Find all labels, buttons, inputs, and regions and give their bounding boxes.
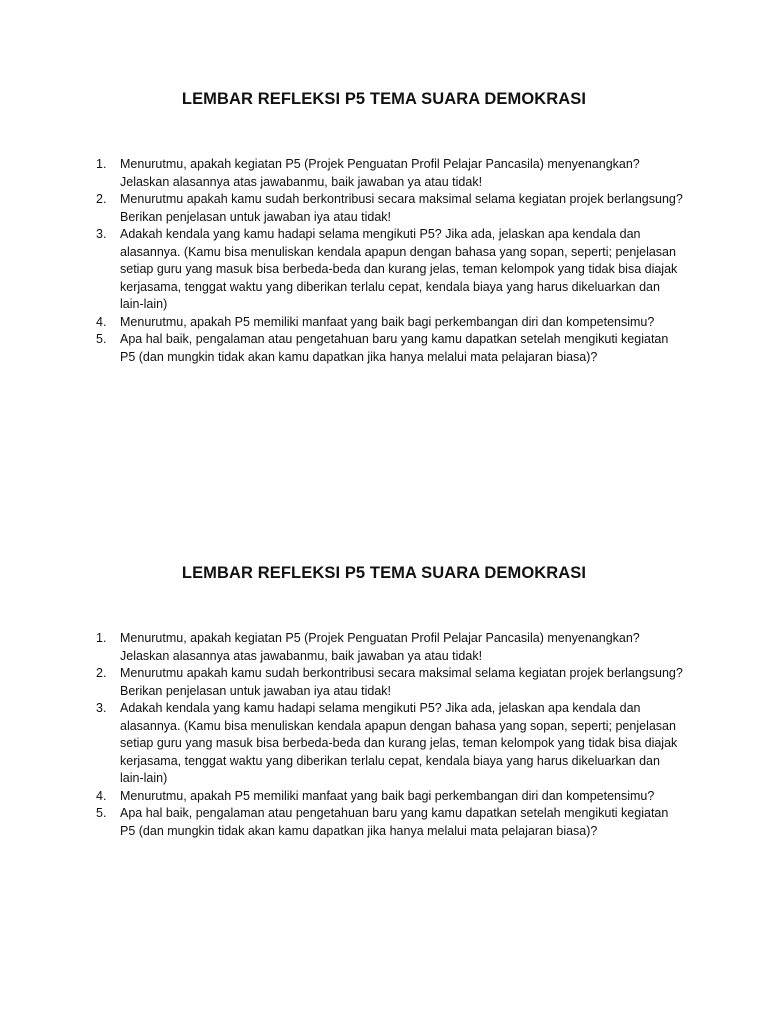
question-text: Menurutmu apakah kamu sudah berkontribusi secara maksimal selama kegiatan projek berlangsung? Berikan penjelasan untuk jawaban iya atau tidak!: [120, 666, 683, 698]
question-number: 3.: [96, 701, 107, 715]
sheet-title: LEMBAR REFLEKSI P5 TEMA SUARA DEMOKRASI: [181, 90, 587, 108]
question-item-3: [96, 226, 686, 314]
question-item-5: [96, 331, 686, 366]
question-text: Apa hal baik, pengalaman atau pengetahuan baru yang kamu dapatkan setelah mengikuti kegiatan P5 (dan mungkin tidak akan kamu dapatkan jika hanya melalui mata pelajaran biasa)?: [120, 332, 669, 364]
question-text: Apa hal baik, pengalaman atau pengetahuan baru yang kamu dapatkan setelah mengikuti kegiatan P5 (dan mungkin tidak akan kamu dapatkan jika hanya melalui mata pelajaran biasa)?: [120, 806, 669, 838]
question-number: 3.: [96, 227, 107, 241]
question-number: 1.: [96, 631, 107, 645]
reflection-sheet-1: [0, 88, 768, 364]
question-number: 2.: [96, 666, 107, 680]
question-item-4: [96, 314, 686, 332]
question-text: Menurutmu, apakah kegiatan P5 (Projek Penguatan Profil Pelajar Pancasila) menyenangkan? Jelaskan alasannya atas jawabanmu, baik jawaban ya atau tidak!: [120, 157, 640, 189]
question-text: Adakah kendala yang kamu hadapi selama mengikuti P5? Jika ada, jelaskan apa kendala dan alasannya. (Kamu bisa menuliskan kendala apapun dengan bahasa yang sopan, seperti; penjelasan setiap guru yang masuk bisa berbeda-beda dan kurang jelas, teman kelompok yang tidak bisa diajak kerjasama, tenggat waktu yang diberikan terlalu cepat, kendala biaya yang harus dikeluarkan dan lain-lain): [120, 227, 678, 311]
question-item-4: [96, 788, 686, 806]
question-text: Menurutmu apakah kamu sudah berkontribusi secara maksimal selama kegiatan projek berlangsung? Berikan penjelasan untuk jawaban iya atau tidak!: [120, 192, 683, 224]
question-number: 1.: [96, 157, 107, 171]
question-number: 5.: [96, 332, 107, 346]
question-number: 2.: [96, 192, 107, 206]
question-list: [96, 630, 686, 840]
question-text: Menurutmu, apakah kegiatan P5 (Projek Penguatan Profil Pelajar Pancasila) menyenangkan? Jelaskan alasannya atas jawabanmu, baik jawaban ya atau tidak!: [120, 631, 640, 663]
question-number: 4.: [96, 314, 107, 329]
question-list: [96, 156, 686, 366]
sheet-title: LEMBAR REFLEKSI P5 TEMA SUARA DEMOKRASI: [181, 564, 587, 582]
reflection-sheet-2: [0, 562, 768, 838]
question-item-5: [96, 805, 686, 840]
question-text: Adakah kendala yang kamu hadapi selama mengikuti P5? Jika ada, jelaskan apa kendala dan alasannya. (Kamu bisa menuliskan kendala apapun dengan bahasa yang sopan, seperti; penjelasan setiap guru yang masuk bisa berbeda-beda dan kurang jelas, teman kelompok yang tidak bisa diajak kerjasama, tenggat waktu yang diberikan terlalu cepat, kendala biaya yang harus dikeluarkan dan lain-lain): [120, 701, 678, 785]
question-text: Menurutmu, apakah P5 memiliki manfaat yang baik bagi perkembangan diri dan kompetensimu?: [120, 788, 655, 803]
question-item-2: [96, 665, 686, 700]
question-number: 5.: [96, 806, 107, 820]
question-item-2: [96, 191, 686, 226]
question-number: 4.: [96, 788, 107, 803]
question-item-1: [96, 630, 686, 665]
question-text: Menurutmu, apakah P5 memiliki manfaat yang baik bagi perkembangan diri dan kompetensimu?: [120, 314, 655, 329]
question-item-1: [96, 156, 686, 191]
question-item-3: [96, 700, 686, 788]
